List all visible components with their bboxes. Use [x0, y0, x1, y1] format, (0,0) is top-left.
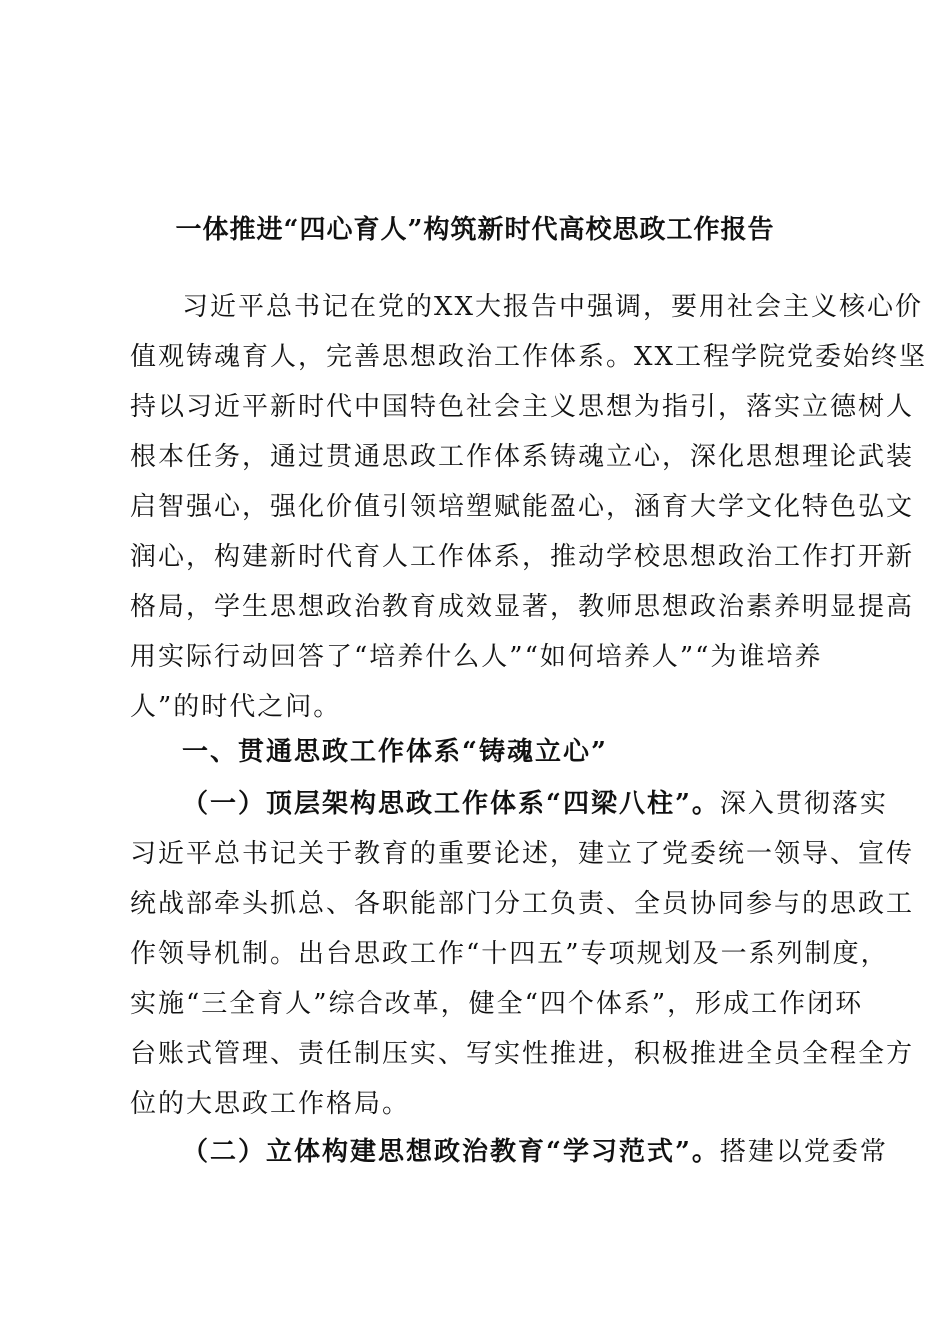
subsection-1-line: 统战部牵头抓总、各职能部门分工负责、全员协同参与的思政工: [130, 889, 915, 919]
intro-line: 持以习近平新时代中国特色社会主义思想为指引，落实立德树人: [130, 392, 915, 422]
subsection-1-first-text: 深入贯彻落实: [719, 789, 888, 819]
subsection-1-heading: （一）顶层架构思政工作体系“四梁八柱”。: [182, 789, 720, 819]
subsection-1-line: 作领导机制。出台思政工作“十四五”专项规划及一系列制度，: [130, 939, 889, 969]
intro-line: 润心，构建新时代育人工作体系，推动学校思想政治工作打开新: [130, 542, 915, 572]
intro-line: 格局，学生思想政治教育成效显著，教师思想政治素养明显提高: [130, 592, 915, 622]
subsection-2-first-text: 搭建以党委常: [719, 1137, 888, 1167]
intro-paragraph: [130, 282, 928, 732]
subsection-1-line: 习近平总书记关于教育的重要论述，建立了党委统一领导、宣传: [130, 839, 915, 869]
section-heading: [182, 727, 608, 777]
intro-line: 值观铸魂育人，完善思想政治工作体系。XX工程学院党委始终坚: [130, 342, 928, 372]
intro-line: 用实际行动回答了“培养什么人”“如何培养人”“为谁培养: [130, 642, 823, 672]
subsection-1-line: 实施“三全育人”综合改革，健全“四个体系”，形成工作闭环: [130, 989, 864, 1019]
subsection-2-first-line: [182, 1127, 888, 1177]
section-heading-text: 一、贯通思政工作体系“铸魂立心”: [182, 737, 608, 767]
subsection-2-paragraph: [130, 1127, 888, 1177]
subsection-1-first-line: [182, 779, 888, 829]
document-title: 一体推进“四心育人”构筑新时代高校思政工作报告: [175, 215, 775, 245]
intro-line: 根本任务，通过贯通思政工作体系铸魂立心，深化思想理论武装: [130, 442, 915, 472]
intro-line: 启智强心，强化价值引领培塑赋能盈心，涵育大学文化特色弘文: [130, 492, 915, 522]
subsection-1-paragraph: [130, 779, 915, 1129]
subsection-2-heading: （二）立体构建思想政治教育“学习范式”。: [182, 1137, 720, 1167]
intro-line: 习近平总书记在党的XX大报告中强调，要用社会主义核心价: [182, 292, 924, 322]
subsection-1-line: 位的大思政工作格局。: [130, 1089, 411, 1119]
intro-line: 人”的时代之问。: [130, 692, 342, 722]
subsection-1-line: 台账式管理、责任制压实、写实性推进，积极推进全员全程全方: [130, 1039, 915, 1069]
